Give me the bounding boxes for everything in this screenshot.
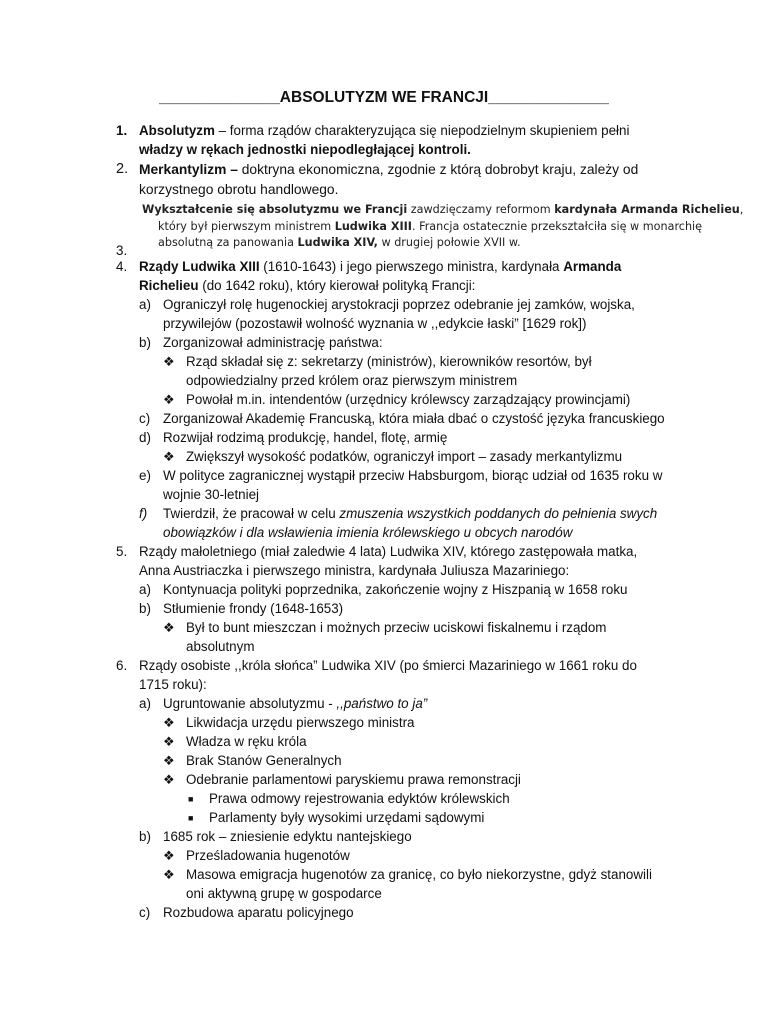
square-bullet-icon: ■: [188, 794, 194, 804]
definition-text: – forma rządów charakteryzująca się niepodzielnym skupieniem pełni: [214, 123, 630, 138]
sub-item-line: przywilejów (pozostawił wolność wyznania w ,,edykcie łaski” [1629 rok]): [163, 316, 587, 331]
bold-phrase: Armanda: [563, 259, 622, 274]
bullet-item: Zwiększył wysokość podatków, ograniczył import – zasady merkantylizmu: [186, 449, 623, 464]
bold-phrase: kardynała Armanda Richelieu: [554, 203, 740, 216]
text-span: Twierdził, że pracował w celu: [163, 506, 340, 521]
term: Absolutyzm: [139, 123, 215, 138]
bullet-item-line: odpowiedzialny przed królem oraz pierwszym ministrem: [186, 373, 518, 388]
text-span: absolutną za panowania: [158, 236, 298, 250]
bold-phrase: Richelieu: [139, 278, 199, 293]
bullet-item: Masowa emigracja hugenotów za granicę, co było niekorzystne, gdyż stanowili: [186, 867, 652, 882]
diamond-bullet-icon: ❖: [163, 772, 175, 787]
bold-phrase: Wykształcenie się absolutyzmu we Francji: [142, 203, 408, 216]
sub-bullet-item: Prawa odmowy rejestrowania edyktów królewskich: [209, 791, 510, 806]
diamond-bullet-icon: ❖: [163, 734, 175, 749]
sub-marker: b): [139, 601, 151, 616]
text-span: . Francja ostatecznie przekształciła się w monarchię: [411, 219, 703, 233]
diamond-bullet-icon: ❖: [163, 449, 175, 464]
bullet-item-line: absolutnym: [186, 639, 255, 654]
diamond-bullet-icon: ❖: [163, 848, 175, 863]
sub-marker: a): [139, 696, 151, 711]
bullet-item: Brak Stanów Generalnych: [186, 753, 342, 768]
diamond-bullet-icon: ❖: [163, 620, 175, 635]
sub-marker: a): [139, 582, 151, 597]
sub-item: 1685 rok – zniesienie edyktu nantejskiego: [163, 829, 412, 844]
sub-item: Zorganizował administrację państwa:: [163, 335, 383, 350]
definition-text: doktryna ekonomiczna, zgodnie z którą dobrobyt kraju, zależy od: [237, 162, 639, 177]
list-number: 5.: [116, 544, 128, 559]
text-span: zawdzięczamy reformom: [407, 203, 555, 216]
italic-phrase: ,,państwo to ja”: [336, 696, 428, 711]
list-item: Rządy małoletniego (miał zaledwie 4 lata) Ludwika XIV, którego zastępowała matka,: [139, 544, 638, 559]
bullet-item: Prześladowania hugenotów: [186, 848, 350, 863]
definition-text: władzy w rękach jednostki niepodległającej kontroli.: [139, 142, 471, 157]
term: Merkantylizm –: [139, 162, 238, 177]
sub-item: W polityce zagranicznej wystąpił przeciw Habsburgom, biorąc udział od 1635 roku w: [163, 468, 663, 483]
sub-item: Zorganizował Akademię Francuską, która miała dbać o czystość języka francuskiego: [163, 411, 665, 426]
sub-item: Rozbudowa aparatu policyjnego: [163, 905, 354, 920]
list-item: [139, 257, 621, 276]
list-item: [139, 160, 638, 179]
diamond-bullet-icon: ❖: [163, 354, 175, 369]
list-number: 6.: [116, 658, 128, 673]
sub-item: Ograniczył rolę hugenockiej arystokracji poprzez odebranie jej zamków, wojska,: [163, 297, 635, 312]
diamond-bullet-icon: ❖: [163, 867, 175, 882]
bullet-item: Odebranie parlamentowi paryskiemu prawa remonstracji: [186, 772, 521, 787]
sub-bullet-item: Parlamenty były wysokimi urzędami sądowymi: [209, 810, 485, 825]
sub-item: Kontynuacja polityki poprzednika, zakończenie wojny z Hiszpanią w 1658 roku: [163, 582, 628, 597]
sub-marker: c): [139, 905, 151, 920]
list-item-line: [139, 276, 475, 295]
sub-marker: d): [139, 430, 151, 445]
bold-phrase: Ludwika XIII: [334, 219, 412, 233]
bullet-item: Był to bunt mieszczan i możnych przeciw uciskowi fiskalnemu i rządom: [186, 620, 607, 635]
text-span: w drugiej połowie XVII w.: [377, 236, 521, 250]
list-item: [139, 121, 629, 140]
bullet-item: Powołał m.in. intendentów (urzędnicy królewscy zarządzający prowincjami): [186, 392, 631, 407]
text-span: Ugruntowanie absolutyzmu -: [163, 696, 337, 711]
definition-text: korzystnego obrotu handlowego.: [139, 182, 339, 197]
sub-marker: c): [139, 411, 151, 426]
list-number: 1.: [116, 123, 128, 138]
diamond-bullet-icon: ❖: [163, 753, 175, 768]
list-item-line: Anna Austriaczka i pierwszego ministra, kardynała Juliusza Mazariniego:: [139, 563, 570, 578]
sub-marker: b): [139, 335, 151, 350]
list-number: 3.: [116, 243, 128, 258]
text-span: który był pierwszym ministrem: [158, 219, 335, 233]
bullet-item: Likwidacja urzędu pierwszego ministra: [186, 715, 415, 730]
text-span: (do 1642 roku), który kierował polityką Francji:: [198, 278, 476, 293]
bullet-item-line: oni aktywną grupę w gospodarce: [186, 886, 382, 901]
sub-item: [163, 504, 657, 523]
square-bullet-icon: ■: [188, 813, 194, 823]
sub-marker: f): [139, 506, 148, 521]
list-item: Rządy osobiste ,,króla słońca” Ludwika XIV (po śmierci Mazariniego w 1661 roku do: [139, 658, 637, 673]
diamond-bullet-icon: ❖: [163, 715, 175, 730]
sub-item-line: obowiązków i dla wsławienia imienia królewskiego u obcych narodów: [163, 525, 573, 540]
sub-item: Stłumienie frondy (1648-1653): [163, 601, 344, 616]
list-item-line: 1715 roku):: [139, 677, 207, 692]
document-title: ______________ABSOLUTYZM WE FRANCJI______________: [159, 89, 609, 106]
diamond-bullet-icon: ❖: [163, 392, 175, 407]
bullet-item: Władza w ręku króla: [186, 734, 307, 749]
pasted-text-image: Wykształcenie się absolutyzmu we Francji zawdzięczamy reformom kardynała Armanda Richelieu, który był pierwszym ministrem Ludwika XIII. Francja ostatecznie przekształciła się w monarchię absolutną za panowania Ludwika XIV, w drugiej połowie XVII w.: [142, 203, 744, 250]
bold-phrase: Rządy Ludwika XIII: [139, 259, 260, 274]
bold-phrase: Ludwika XIV,: [297, 236, 378, 250]
sub-item-line: wojnie 30-letniej: [163, 487, 260, 502]
sub-marker: e): [139, 468, 151, 483]
list-number: 4.: [116, 259, 128, 274]
sub-item: Rozwijał rodzimą produkcję, handel, flotę, armię: [163, 430, 448, 445]
list-number: 2.: [116, 161, 129, 177]
italic-phrase: zmuszenia wszystkich poddanych do pełnienia swych: [339, 506, 658, 521]
text-span: (1610-1643) i jego pierwszego ministra, kardynała: [259, 259, 564, 274]
bullet-item: Rząd składał się z: sekretarzy (ministrów), kierowników resortów, był: [186, 354, 592, 369]
sub-item: [163, 694, 427, 713]
sub-marker: a): [139, 297, 151, 312]
sub-marker: b): [139, 829, 151, 844]
